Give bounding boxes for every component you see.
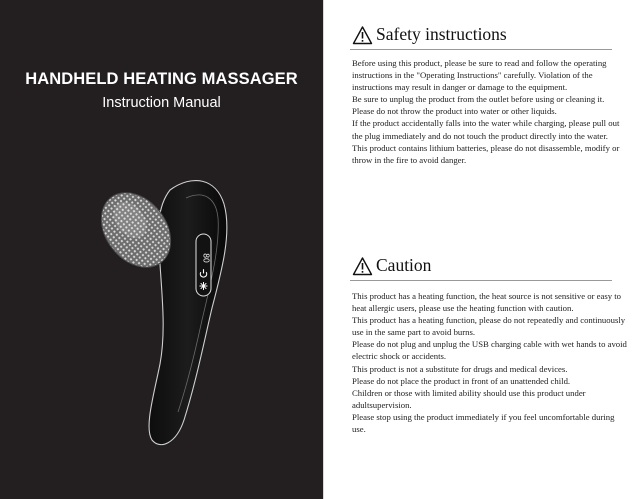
safety-paragraph: Be sure to unplug the product from the outlet before using or cleaning it. Please do not throw the product into water or other liquids. <box>352 94 605 117</box>
device-mode-label: 80 <box>201 253 212 263</box>
safety-divider <box>350 49 612 50</box>
caution-paragraph: Please stop using the product immediately if you feel uncomfortable during use. <box>352 411 615 435</box>
heat-icon <box>200 282 208 290</box>
caution-paragraph: This product has a heating function, the heat source is not sensitive or easy to heat allergic users, please use the heating function with caution. <box>352 291 622 314</box>
caution-title: Caution <box>376 255 432 275</box>
massager-illustration <box>100 168 240 468</box>
safety-heading <box>352 24 507 45</box>
caution-paragraph: This product is not a substitute for drugs and medical devices. <box>352 363 568 374</box>
caution-paragraph: Please do not place the product in front of an unattended child. <box>352 375 571 386</box>
caution-paragraph: Please do not plug and unplug the USB charging cable with wet hands to avoid electric shock or accidents. <box>352 339 627 362</box>
cover-title: HANDHELD HEATING MASSAGER <box>25 70 298 88</box>
safety-paragraph: Before using this product, please be sure to read and follow the operating instructions in the "Operating Instructions" carefully. Violation of the instructions may result in danger or damage to the equipment. <box>352 58 607 93</box>
cover-subtitle: Instruction Manual <box>102 95 221 111</box>
caution-heading <box>352 255 431 276</box>
warning-triangle-icon <box>352 256 373 276</box>
safety-text <box>352 57 628 166</box>
caution-paragraph: This product has a heating function, please do not repeatedly and continuously use in the same part to avoid burns. <box>352 315 626 338</box>
caution-paragraph: Children or those with limited ability should use this product under adultsupervision. <box>352 387 586 410</box>
caution-text <box>352 290 628 435</box>
instructions-panel <box>323 0 640 499</box>
safety-paragraph: If the product accidentally falls into the water while charging, please pull out the plug immediately and do not touch the product directly into the water. <box>352 118 620 141</box>
safety-title: Safety instructions <box>376 24 507 44</box>
safety-paragraph: This product contains lithium batteries, please do not disassemble, modify or throw in the fire to avoid danger. <box>352 142 620 165</box>
caution-divider <box>350 280 612 281</box>
warning-triangle-icon <box>352 25 373 45</box>
